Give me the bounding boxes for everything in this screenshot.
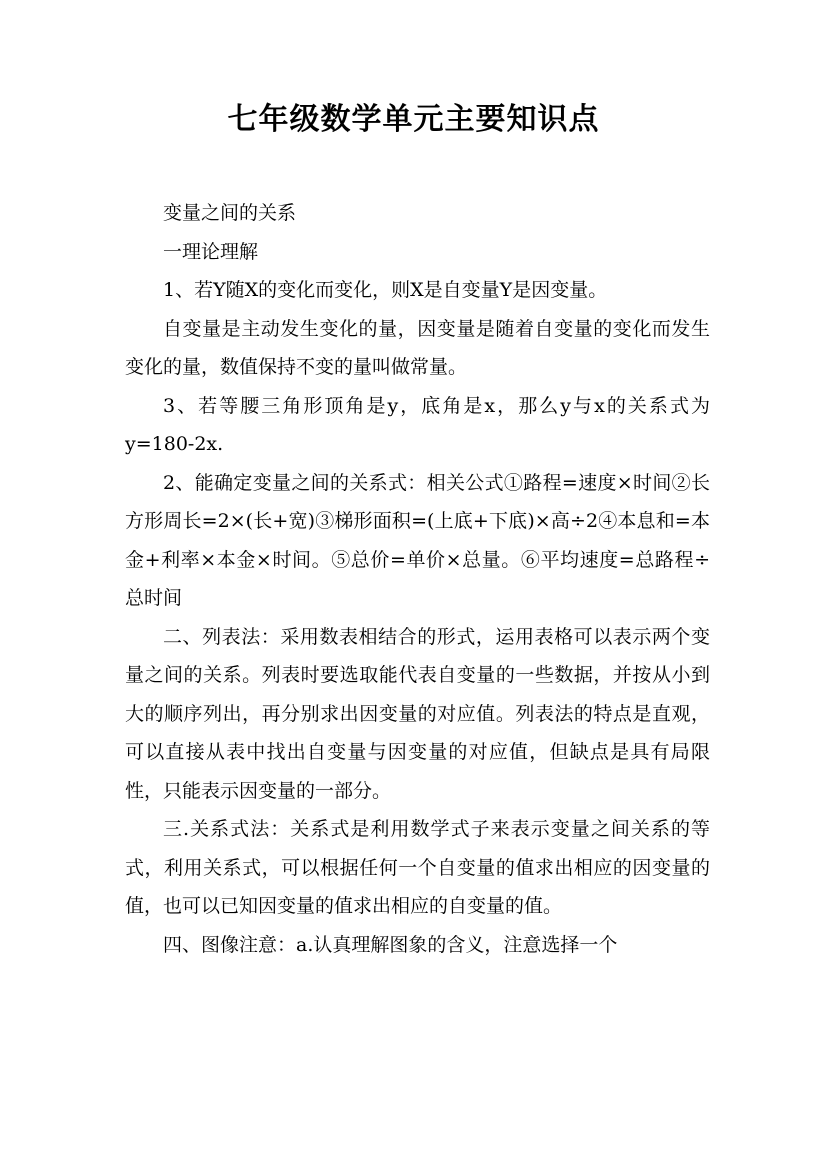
paragraph: 三.关系式法：关系式是利用数学式子来表示变量之间关系的等式，利用关系式，可以根据任何一个自变量的值求出相应的因变量的值，也可以已知因变量的值求出相应的自变量的值。	[125, 818, 710, 917]
subsection-heading: 一理论理解	[163, 240, 259, 263]
paragraph: 1、若Y随X的变化而变化，则X是自变量Y是因变量。	[163, 279, 608, 301]
document-body	[125, 194, 710, 964]
paragraph: 自变量是主动发生变化的量，因变量是随着自变量的变化而发生变化的量，数值保持不变的量叫做常量。	[125, 317, 710, 378]
paragraph: 2、能确定变量之间的关系式：相关公式①路程=速度×时间②长方形周长=2×(长+宽)③梯形面积=(上底+下底)×高÷2④本息和=本金+利率×本金×时间。⑤总价=单价×总量。⑥平均速度=总路程÷总时间	[125, 471, 710, 609]
section-heading: 变量之间的关系	[163, 202, 297, 224]
paragraph: 四、图像注意：a.认真理解图象的含义，注意选择一个	[163, 933, 618, 956]
paragraph: 3、若等腰三角形顶角是y，底角是x，那么y与x的关系式为y=180-2x.	[125, 394, 710, 455]
document-title: 七年级数学单元主要知识点	[227, 102, 600, 137]
paragraph: 二、列表法：采用数表相结合的形式，运用表格可以表示两个变量之间的关系。列表时要选取能代表自变量的一些数据，并按从小到大的顺序列出，再分别求出因变量的对应值。列表法的特点是直观，可以直接从表中找出自变量与因变量的对应值，但缺点是具有局限性，只能表示因变量的一部分。	[125, 625, 710, 802]
